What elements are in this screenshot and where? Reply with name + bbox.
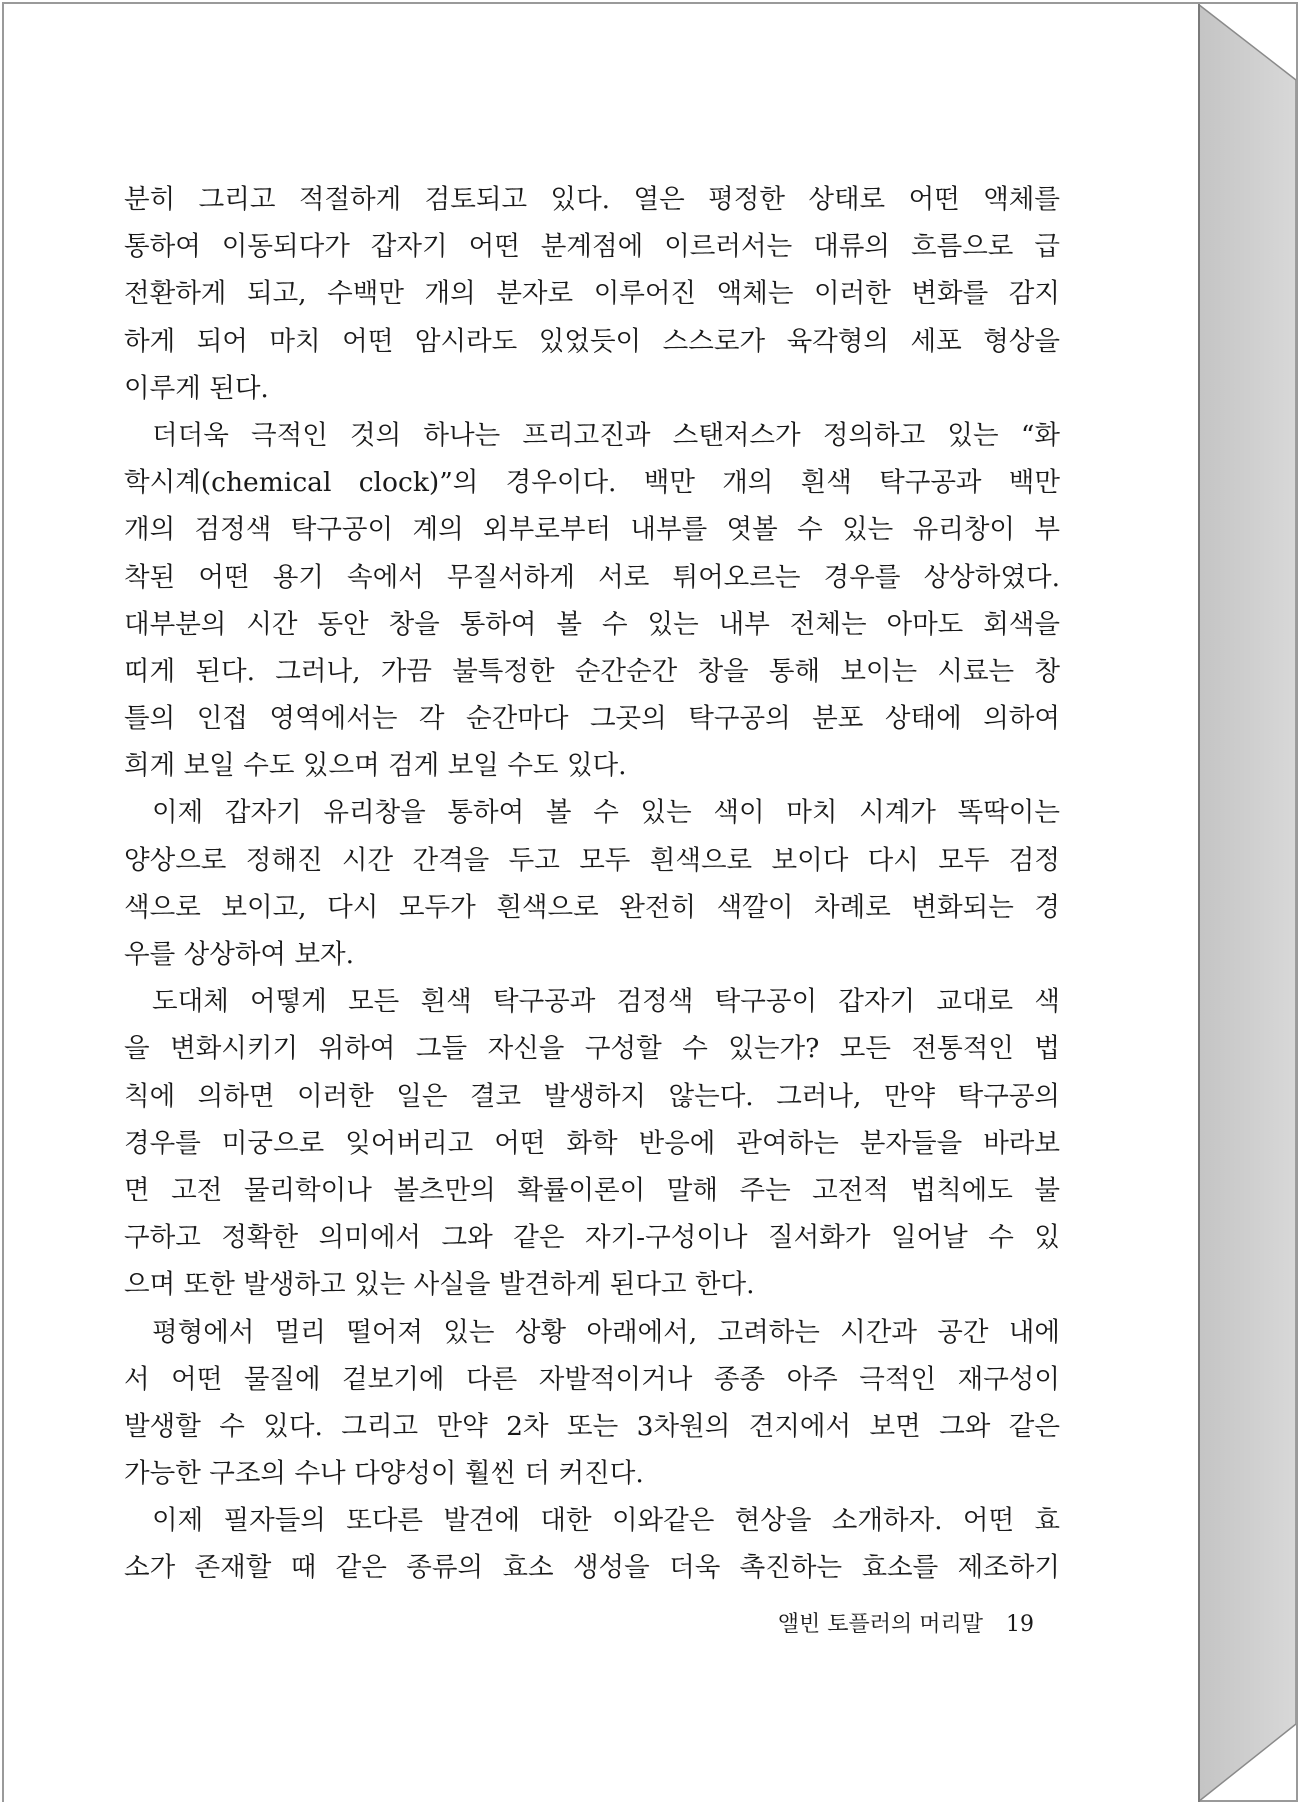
text-line: 소가 존재할 때 같은 종류의 효소 생성을 더욱 촉진하는 효소를 제조하기 [124, 1552, 1060, 1584]
text-line: 가능한 구조의 수나 다양성이 훨씬 더 커진다. [124, 1458, 644, 1490]
text-line: 경우를 미궁으로 잊어버리고 어떤 화학 반응에 관여하는 분자들을 바라보 [124, 1127, 1060, 1159]
text-line: 틀의 인접 영역에서는 각 순간마다 그곳의 탁구공의 분포 상태에 의하여 [124, 703, 1060, 735]
book-side-spine [1198, 4, 1296, 1802]
paragraph [124, 412, 1060, 790]
text-line: 이루게 된다. [124, 372, 269, 404]
text-line: 분히 그리고 적절하게 검토되고 있다. 열은 평정한 상태로 어떤 액체를 [124, 184, 1060, 215]
paragraph [124, 978, 1060, 1308]
text-line: 띠게 된다. 그러나, 가끔 불특정한 순간순간 창을 통해 보이는 시료는 창 [124, 655, 1060, 687]
text-line: 면 고전 물리학이나 볼츠만의 확률이론이 말해 주는 고전적 법칙에도 불 [124, 1174, 1060, 1206]
paragraph [124, 1497, 1060, 1591]
text-line: 우를 상상하여 보자. [124, 939, 355, 970]
text-line: 학시계(chemical clock)”의 경우이다. 백만 개의 흰색 탁구공과 백만 [124, 467, 1060, 499]
text-line: 을 변화시키기 위하여 그들 자신을 구성할 수 있는가? 모든 전통적인 법 [124, 1033, 1060, 1065]
paragraph [124, 1309, 1060, 1498]
text-line: 전환하게 되고, 수백만 개의 분자로 이루어진 액체는 이러한 변화를 감지 [124, 278, 1060, 310]
page-footer [734, 1607, 1034, 1638]
text-line: 착된 어떤 용기 속에서 무질서하게 서로 튀어오르는 경우를 상상하였다. [124, 561, 1060, 593]
text-line: 통하여 이동되다가 갑자기 어떤 분계점에 이르러서는 대류의 흐름으로 급 [124, 231, 1060, 263]
book-page [4, 4, 1200, 1802]
text-line: 서 어떤 물질에 겉보기에 다른 자발적이거나 종종 아주 극적인 재구성이 [124, 1363, 1060, 1395]
running-title: 앨빈 토플러의 머리말 [777, 1612, 983, 1637]
text-line: 대부분의 시간 동안 창을 통하여 볼 수 있는 내부 전체는 아마도 회색을 [124, 608, 1060, 640]
text-line: 도대체 어떻게 모든 흰색 탁구공과 검정색 탁구공이 갑자기 교대로 색 [152, 986, 1060, 1018]
text-line: 으며 또한 발생하고 있는 사실을 발견하게 된다고 한다. [124, 1269, 755, 1301]
text-line: 발생할 수 있다. 그리고 만약 2차 또는 3차원의 견지에서 보면 그와 같은 [124, 1410, 1060, 1442]
text-line: 칙에 의하면 이러한 일은 결코 발생하지 않는다. 그러나, 만약 탁구공의 [124, 1080, 1060, 1112]
text-line: 이제 갑자기 유리창을 통하여 볼 수 있는 색이 마치 시계가 똑딱이는 [152, 797, 1060, 829]
paragraph [124, 176, 1060, 412]
text-line: 평형에서 멀리 떨어져 있는 상황 아래에서, 고려하는 시간과 공간 내에 [152, 1316, 1060, 1348]
body-text [124, 176, 1060, 1592]
text-line: 하게 되어 마치 어떤 암시라도 있었듯이 스스로가 육각형의 세포 형상을 [124, 325, 1060, 357]
page-number: 19 [1006, 1612, 1034, 1637]
text-line: 희게 보일 수도 있으며 검게 보일 수도 있다. [124, 750, 627, 782]
text-line: 개의 검정색 탁구공이 계의 외부로부터 내부를 엿볼 수 있는 유리창이 부 [124, 514, 1060, 546]
text-line: 구하고 정확한 의미에서 그와 같은 자기-구성이나 질서화가 일어날 수 있 [124, 1222, 1060, 1254]
paragraph [124, 789, 1060, 978]
text-line: 색으로 보이고, 다시 모두가 흰색으로 완전히 색깔이 차례로 변화되는 경 [124, 891, 1060, 923]
text-line: 더더욱 극적인 것의 하나는 프리고진과 스탠저스가 정의하고 있는 “화 [152, 419, 1060, 451]
text-line: 양상으로 정해진 시간 간격을 두고 모두 흰색으로 보이다 다시 모두 검정 [124, 844, 1060, 876]
text-line: 이제 필자들의 또다른 발견에 대한 이와같은 현상을 소개하자. 어떤 효 [152, 1505, 1060, 1537]
